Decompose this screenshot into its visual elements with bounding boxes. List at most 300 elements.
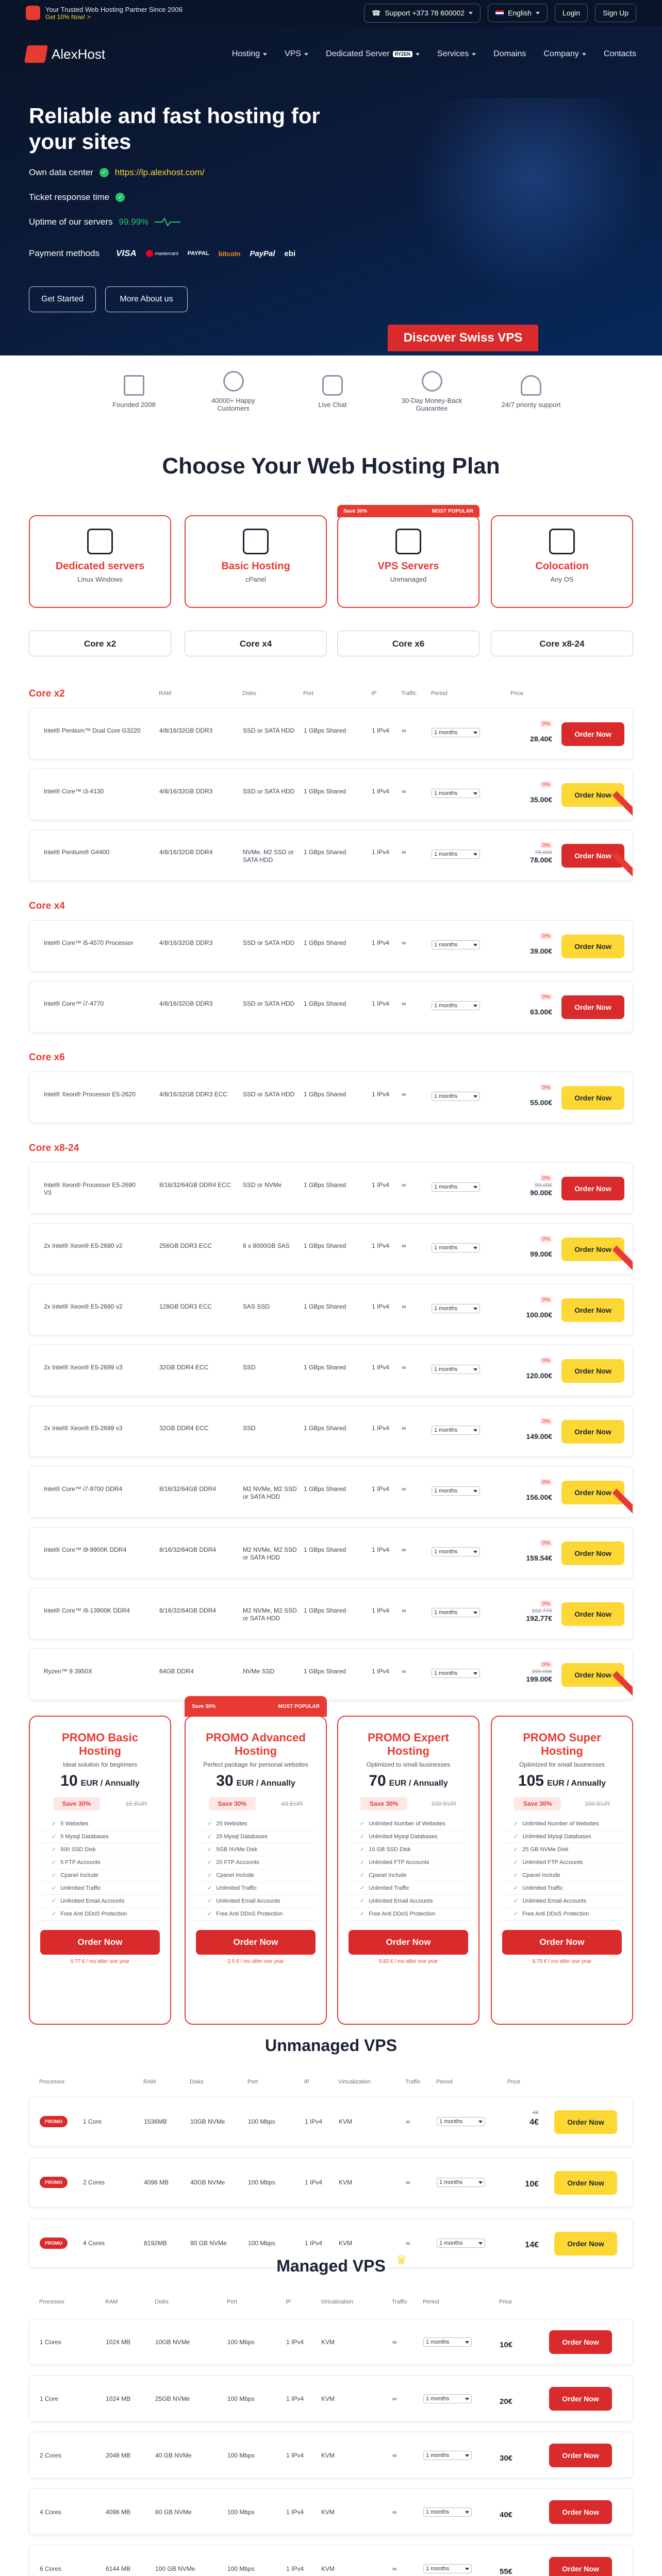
promo-order-button[interactable]: Order Now xyxy=(349,1930,468,1955)
server-disk: SSD or SATA HDD xyxy=(243,1091,295,1098)
period-value: 1 months xyxy=(434,1306,458,1312)
customers-icon xyxy=(223,371,244,392)
vps-ram: 4096 MB xyxy=(144,2179,169,2186)
chevron-down-icon xyxy=(473,853,477,856)
server-port: 1 GBps Shared xyxy=(304,1607,346,1614)
server-row xyxy=(29,1072,633,1123)
column-header: Port xyxy=(227,2299,238,2305)
category-card[interactable] xyxy=(337,508,479,608)
vps-row xyxy=(29,2545,633,2576)
server-row xyxy=(29,1345,633,1396)
category-name: VPS Servers xyxy=(377,561,439,572)
vps-ip: 1 IPv4 xyxy=(286,2338,304,2346)
vps-ip: 1 IPv4 xyxy=(305,2179,323,2186)
server-port: 1 GBps Shared xyxy=(304,788,346,795)
category-card[interactable] xyxy=(491,515,633,608)
vps-virt: KVM xyxy=(339,2118,353,2125)
hero-title: Reliable and fast hosting for your sites xyxy=(29,104,320,154)
order-button[interactable]: Order Now xyxy=(561,1086,624,1110)
promo-tag-bar xyxy=(185,1696,327,1717)
vps-row xyxy=(29,2432,633,2478)
vps-disk: 40GB NVMe xyxy=(190,2179,225,2186)
discount-badge: 0% xyxy=(540,782,552,788)
server-ram: 4/8/16/32GB DDR3 xyxy=(159,727,213,734)
vps-virt: KVM xyxy=(339,2240,353,2247)
server-traffic: ∞ xyxy=(402,1668,406,1675)
chevron-down-icon xyxy=(465,2511,469,2514)
period-select[interactable] xyxy=(423,2564,472,2573)
vps-traffic: ∞ xyxy=(406,2240,410,2247)
promo-feature: ✓ Unlimited Traffic xyxy=(37,1882,163,1895)
nav-company[interactable] xyxy=(543,49,586,59)
promo-save-row xyxy=(502,1797,622,1810)
period-select[interactable] xyxy=(432,1365,480,1374)
promo-note: 8.75 € / mo after one year xyxy=(532,1959,592,1964)
vps-row xyxy=(29,2097,633,2146)
period-select[interactable] xyxy=(432,940,480,950)
core-tab[interactable]: Core x2 xyxy=(29,631,171,656)
nav-label: Contacts xyxy=(603,49,636,58)
period-select[interactable] xyxy=(432,1304,480,1313)
order-button[interactable]: Order Now xyxy=(561,1541,624,1565)
server-row xyxy=(29,708,633,759)
server-row xyxy=(29,769,633,820)
column-header: RAM xyxy=(105,2299,118,2305)
order-button[interactable]: Order Now xyxy=(561,844,624,868)
server-port: 1 GBps Shared xyxy=(304,1091,346,1098)
column-header: IP xyxy=(371,690,377,697)
offer-link[interactable]: Get 10% Now! > xyxy=(45,13,91,21)
promo-old-price: 15 EUR xyxy=(125,1800,147,1807)
nav-label: Domains xyxy=(493,49,526,58)
own-dc-label: Own data center xyxy=(29,167,93,177)
period-select[interactable] xyxy=(432,1547,480,1556)
column-header: RAM xyxy=(143,2079,156,2085)
mastercard-icon: mastercard xyxy=(146,250,178,257)
promo-price-unit: EUR / Annually xyxy=(547,1779,606,1788)
period-select[interactable] xyxy=(423,2337,472,2347)
flag-icon xyxy=(495,10,504,16)
promo-feature: ✓ 5 Websites xyxy=(37,1818,163,1831)
period-select[interactable] xyxy=(432,1001,480,1010)
promo-note: 0.77 € / mo after one year xyxy=(70,1959,130,1964)
server-traffic: ∞ xyxy=(402,788,406,795)
feature-label: 24/7 priority support xyxy=(501,400,561,409)
price: 156.00€ xyxy=(526,1493,552,1501)
promo-card xyxy=(491,1716,633,2025)
own-dc-link[interactable]: https://lp.alexhost.com/ xyxy=(114,167,205,177)
order-button[interactable]: Order Now xyxy=(561,1298,624,1322)
vps-disk: 10GB NVMe xyxy=(155,2338,190,2346)
server-disk: SSD xyxy=(243,1364,256,1371)
server-cpu: 2x Intel® Xeon® E5-2699 v3 xyxy=(44,1364,123,1371)
support-button[interactable] xyxy=(364,4,481,23)
feature-label: Founded 2008 xyxy=(112,400,156,409)
vps-row xyxy=(29,2488,633,2535)
spacer xyxy=(511,1425,552,1432)
server-cpu: 2x Intel® Xeon® E5-2660 v2 xyxy=(44,1303,123,1310)
promo-note: 5.83 € / mo after one year xyxy=(378,1959,438,1964)
feature-item xyxy=(495,375,567,409)
server-disk: M2 NVMe, M2 SSD or SATA HDD xyxy=(243,1546,297,1561)
discount-badge: 0% xyxy=(540,1236,552,1242)
signup-button[interactable]: Sign Up xyxy=(595,4,636,22)
check-icon: ✓ xyxy=(115,193,125,202)
discount-badge: 0% xyxy=(540,1418,552,1425)
server-traffic: ∞ xyxy=(402,849,406,856)
promo-price-value: 70 xyxy=(369,1772,386,1789)
server-disk: NVMe, M2 SSD or SATA HDD xyxy=(243,849,294,863)
promo-old-price: 43 EUR xyxy=(281,1800,303,1807)
period-select[interactable] xyxy=(432,1092,480,1101)
vps-traffic: ∞ xyxy=(392,2452,397,2459)
promo-feature: ✓ Unlimited Traffic xyxy=(345,1882,471,1895)
promo-feature: ✓ 20 FTP Accounts xyxy=(193,1856,319,1869)
promo-badge: PROMO xyxy=(40,2238,68,2249)
promo-price-value: 10 xyxy=(60,1772,78,1789)
server-ram: 8/16/32/64GB DDR4 xyxy=(159,1546,217,1553)
period-select[interactable] xyxy=(437,2117,485,2126)
server-ram: 64GB DDR4 xyxy=(159,1668,194,1675)
promo-feature: ✓ 15 GB SSD Disk xyxy=(345,1843,471,1856)
vps-cpu: 1 Core xyxy=(40,2395,59,2402)
price: 4€ xyxy=(529,2118,539,2127)
price: 10€ xyxy=(525,2180,539,2189)
promo-card xyxy=(185,1703,327,2025)
language-selector[interactable] xyxy=(488,4,548,22)
order-button[interactable]: Order Now xyxy=(554,2110,617,2134)
spacer xyxy=(511,1091,552,1098)
vps-traffic: ∞ xyxy=(406,2118,410,2125)
server-ip: 1 IPv4 xyxy=(372,1425,390,1432)
vps-virt: KVM xyxy=(321,2338,335,2346)
server-traffic: ∞ xyxy=(402,1364,406,1371)
vps-ram: 1024 MB xyxy=(106,2338,131,2346)
price-block xyxy=(511,1082,552,1107)
managed-title: Managed VPS xyxy=(276,2257,386,2275)
uptime-label: Uptime of our servers xyxy=(29,217,113,227)
price-block xyxy=(511,1234,552,1258)
login-button[interactable]: Login xyxy=(555,4,588,22)
server-ip: 1 IPv4 xyxy=(372,788,390,795)
price-block xyxy=(511,1659,552,1683)
server-ram: 4/8/16/32GB DDR3 xyxy=(159,788,213,795)
server-traffic: ∞ xyxy=(402,1000,406,1007)
ebi-icon: ebi xyxy=(284,249,296,258)
period-select[interactable] xyxy=(432,1182,480,1192)
promo-feature: ✓ 5GB NVMe Disk xyxy=(193,1843,319,1856)
price: 120.00€ xyxy=(526,1371,552,1380)
period-value: 1 months xyxy=(434,1609,458,1616)
support-label: Support +373 78 600002 xyxy=(385,9,465,17)
period-select[interactable] xyxy=(423,2507,472,2517)
ticket-label: Ticket response time xyxy=(29,192,110,202)
promo-feature: ✓ Unlimited FTP Accounts xyxy=(345,1856,471,1869)
price: 14€ xyxy=(525,2241,539,2249)
promo-price-unit: EUR / Annually xyxy=(236,1779,295,1788)
category-card[interactable] xyxy=(29,515,171,608)
server-traffic: ∞ xyxy=(402,1607,406,1614)
server-row xyxy=(29,829,633,881)
server-disk: M2 NVMe, M2 SSD or SATA HDD xyxy=(243,1607,297,1622)
column-header: IP xyxy=(286,2299,291,2305)
price: 55€ xyxy=(500,2567,513,2576)
chevron-down-icon xyxy=(473,944,477,946)
promo-price xyxy=(338,1772,478,1790)
swiss-vps-button[interactable]: Discover Swiss VPS xyxy=(388,325,538,351)
order-button[interactable]: Order Now xyxy=(561,1420,624,1444)
server-traffic: ∞ xyxy=(402,727,406,734)
order-button[interactable]: Order Now xyxy=(561,995,624,1019)
server-ip: 1 IPv4 xyxy=(372,1546,390,1553)
discount-badge: 0% xyxy=(540,1297,552,1303)
discount-badge: 0% xyxy=(540,721,552,727)
order-button[interactable]: Order Now xyxy=(561,1238,624,1261)
promo-feature: ✓ Free Anti DDoS Protection xyxy=(37,1908,163,1921)
period-value: 1 months xyxy=(434,1184,458,1190)
old-price: 4€ xyxy=(532,2110,539,2116)
order-button[interactable]: Order Now xyxy=(561,722,624,746)
column-header: Disks xyxy=(190,2079,204,2085)
visa-icon: VISA xyxy=(116,248,137,258)
discount-badge: 0% xyxy=(540,1601,552,1607)
discount-badge: 0% xyxy=(540,1084,552,1091)
promo-feature: ✓ Free Anti DDoS Protection xyxy=(345,1908,471,1921)
promo-sub: Perfect package for personal websites xyxy=(203,1761,308,1768)
price-block xyxy=(511,1295,552,1319)
promo-title: PROMO Super Hosting xyxy=(523,1731,601,1757)
nav-dedicated[interactable] xyxy=(326,49,420,59)
promo-sub: Optimized for small businesses xyxy=(519,1761,605,1768)
order-button[interactable]: Order Now xyxy=(561,1602,624,1626)
order-button[interactable]: Order Now xyxy=(549,2557,612,2576)
period-select[interactable] xyxy=(432,789,480,798)
price: 20€ xyxy=(500,2397,513,2406)
order-button[interactable]: Order Now xyxy=(561,1481,624,1504)
order-button[interactable]: Order Now xyxy=(554,2171,617,2195)
price: 40€ xyxy=(500,2511,513,2519)
nav-domains[interactable] xyxy=(493,49,526,59)
group-title: Core x2 xyxy=(29,688,65,699)
server-traffic: ∞ xyxy=(402,1091,406,1098)
hero-payments-line xyxy=(29,248,295,259)
period-value: 1 months xyxy=(426,2509,450,2515)
order-button[interactable]: Order Now xyxy=(561,1359,624,1383)
server-ram: 128GB DDR3 ECC xyxy=(159,1303,212,1310)
server-traffic: ∞ xyxy=(402,939,406,946)
server-disk: 6 x 8000GB SAS xyxy=(243,1242,290,1249)
column-header: Price xyxy=(499,2299,512,2305)
chevron-down-icon xyxy=(473,1368,477,1371)
chevron-down-icon xyxy=(304,53,308,56)
logo[interactable] xyxy=(26,45,105,63)
chevron-down-icon xyxy=(473,1429,477,1432)
vps-cpu: 4 Cores xyxy=(83,2240,105,2247)
order-button[interactable]: Order Now xyxy=(549,2330,612,2354)
server-port: 1 GBps Shared xyxy=(304,1425,346,1432)
period-select[interactable] xyxy=(432,1243,480,1252)
paypal-icon: PayPal xyxy=(250,249,275,258)
promo-title: PROMO Basic Hosting xyxy=(62,1731,138,1757)
promo-sub: Optimized to small businesses xyxy=(366,1761,451,1768)
server-cpu: Ryzen™ 9 3950X xyxy=(44,1668,93,1675)
category-sub: Unmanaged xyxy=(390,575,427,583)
promo-price-unit: EUR / Annually xyxy=(80,1779,140,1788)
column-header: Port xyxy=(247,2079,258,2085)
nav-contacts[interactable] xyxy=(604,49,636,59)
chevron-down-icon xyxy=(473,1247,477,1249)
period-value: 1 months xyxy=(439,2240,463,2246)
chevron-down-icon xyxy=(473,1490,477,1493)
ryzen-badge: RYZEN xyxy=(393,51,412,57)
vps-virt: KVM xyxy=(321,2509,335,2516)
vps-ip: 1 IPv4 xyxy=(286,2509,304,2516)
server-disk: SSD or SATA HDD xyxy=(243,788,295,795)
server-icon xyxy=(395,529,421,554)
chevron-down-icon xyxy=(416,53,420,56)
price: 35.00€ xyxy=(530,795,552,804)
promo-order-button[interactable]: Order Now xyxy=(502,1930,622,1955)
column-header: Disks xyxy=(155,2299,169,2305)
promo-feature: ✓ 500 SSD Disk xyxy=(37,1843,163,1856)
pulse-icon xyxy=(155,217,180,227)
old-price: 99.00€ xyxy=(535,1182,552,1189)
server-port: 1 GBps Shared xyxy=(304,849,346,856)
vps-port: 100 Mbps xyxy=(248,2118,275,2125)
promo-order-button[interactable]: Order Now xyxy=(196,1930,316,1955)
promo-save-badge: Save 30% xyxy=(53,1797,100,1810)
period-value: 1 months xyxy=(434,942,458,948)
price: 10€ xyxy=(500,2341,513,2349)
server-ram: 32GB DDR4 ECC xyxy=(159,1425,209,1432)
vps-port: 100 Mbps xyxy=(227,2565,255,2572)
server-traffic: ∞ xyxy=(402,1303,406,1310)
order-button[interactable]: Order Now xyxy=(561,1663,624,1687)
nav-hosting[interactable] xyxy=(232,49,267,59)
server-ip: 1 IPv4 xyxy=(372,727,390,734)
nav-services[interactable] xyxy=(437,49,476,59)
core-tab[interactable]: Core x6 xyxy=(337,631,479,656)
period-value: 1 months xyxy=(434,1245,458,1251)
price: 99.00€ xyxy=(530,1250,552,1258)
order-button[interactable]: Order Now xyxy=(561,1177,624,1200)
period-select[interactable] xyxy=(432,850,480,859)
feature-item xyxy=(396,371,468,412)
bitcoin-icon: bitcoin xyxy=(218,249,241,258)
period-select[interactable] xyxy=(437,2239,485,2248)
order-button[interactable]: Order Now xyxy=(549,2444,612,2467)
feature-item xyxy=(197,371,270,412)
category-card[interactable] xyxy=(185,515,327,608)
server-port: 1 GBps Shared xyxy=(304,727,346,734)
server-row xyxy=(29,1649,633,1700)
promo-note: 2.5 € / mo after one year xyxy=(227,1959,284,1964)
order-button[interactable]: Order Now xyxy=(554,2232,617,2256)
server-traffic: ∞ xyxy=(402,1546,406,1553)
server-port: 1 GBps Shared xyxy=(304,1303,346,1310)
promo-feature: ✓ Unlimited Mysql Databases xyxy=(345,1831,471,1843)
period-select[interactable] xyxy=(432,1426,480,1435)
server-cpu: Intel® Pentium™ Dual Core G3220 xyxy=(44,727,141,734)
popular-badge: MOST POPULAR xyxy=(432,508,473,514)
order-button[interactable]: Order Now xyxy=(561,783,624,807)
features-row xyxy=(98,371,567,412)
period-select[interactable] xyxy=(432,1486,480,1496)
chevron-down-icon xyxy=(536,12,540,14)
tagline: Your Trusted Web Hosting Partner Since 2006 xyxy=(45,5,183,13)
promo-price-unit: EUR / Annually xyxy=(389,1779,448,1788)
chevron-down-icon xyxy=(473,1551,477,1553)
promo-feature: ✓ Cpanel Include xyxy=(193,1869,319,1882)
old-price: 192.77€ xyxy=(532,1608,552,1614)
vps-ram: 8192MB xyxy=(144,2240,167,2247)
column-header: Processor xyxy=(39,2299,65,2305)
promo-save-row xyxy=(196,1797,316,1810)
server-cpu: Intel® Core™ i9-9900K DDR4 xyxy=(44,1546,127,1553)
period-select[interactable] xyxy=(423,2394,472,2403)
vps-port: 100 Mbps xyxy=(227,2452,255,2459)
server-ip: 1 IPv4 xyxy=(372,1668,390,1675)
period-select[interactable] xyxy=(437,2178,485,2187)
vps-ip: 1 IPv4 xyxy=(305,2240,323,2247)
price: 100.00€ xyxy=(526,1311,552,1319)
promo-feature: ✓ Unlimited Email Accounts xyxy=(37,1895,163,1908)
price: 90.00€ xyxy=(530,1189,552,1197)
vps-port: 100 Mbps xyxy=(248,2240,275,2247)
core-tab[interactable]: Core x4 xyxy=(185,631,327,656)
more-about-button[interactable]: More About us xyxy=(105,286,188,312)
server-ram: 4/8/16/32GB DDR3 xyxy=(159,1000,213,1007)
server-ip: 1 IPv4 xyxy=(372,1607,390,1614)
get-started-button[interactable]: Get Started xyxy=(29,286,96,312)
period-value: 1 months xyxy=(426,2452,450,2459)
vps-disk: 60 GB NVMe xyxy=(155,2509,192,2516)
promo-save-badge: Save 30% xyxy=(360,1797,407,1810)
period-value: 1 months xyxy=(434,790,458,796)
period-select[interactable] xyxy=(432,728,480,737)
server-row xyxy=(29,1527,633,1579)
vps-disk: 40 GB NVMe xyxy=(155,2452,192,2459)
feature-label: Live Chat xyxy=(318,400,347,409)
price: 199.00€ xyxy=(526,1675,552,1683)
spacer xyxy=(511,1546,552,1554)
period-select[interactable] xyxy=(432,1608,480,1617)
price: 30€ xyxy=(500,2454,513,2463)
core-tab[interactable]: Core x8-24 xyxy=(491,631,633,656)
server-cpu: Intel® Xeon® Processor E5-2620 xyxy=(44,1091,136,1098)
vps-cpu: 2 Cores xyxy=(40,2452,62,2459)
period-select[interactable] xyxy=(432,1669,480,1678)
server-ram: 4/8/16/32GB DDR3 ECC xyxy=(159,1091,228,1098)
period-value: 1 months xyxy=(434,1093,458,1099)
nav-vps[interactable] xyxy=(285,49,308,59)
period-value: 1 months xyxy=(434,851,458,857)
server-disk: M2 NVMe, M2 SSD or SATA HDD xyxy=(243,1485,297,1500)
order-button[interactable]: Order Now xyxy=(549,2500,612,2524)
price: 39.00€ xyxy=(530,947,552,955)
server-ip: 1 IPv4 xyxy=(372,849,390,856)
old-price: 78.00€ xyxy=(535,850,552,856)
server-cpu: Intel® Core™ i5-4570 Processor xyxy=(44,939,134,946)
period-select[interactable] xyxy=(423,2451,472,2460)
vps-cpu: 1 Cores xyxy=(40,2338,62,2346)
column-header: Virtualization xyxy=(321,2299,353,2305)
order-button[interactable]: Order Now xyxy=(561,935,624,958)
promo-order-button[interactable]: Order Now xyxy=(40,1930,160,1955)
promo-save-row xyxy=(349,1797,468,1810)
order-button[interactable]: Order Now xyxy=(549,2387,612,2411)
chevron-down-icon xyxy=(478,2121,483,2123)
